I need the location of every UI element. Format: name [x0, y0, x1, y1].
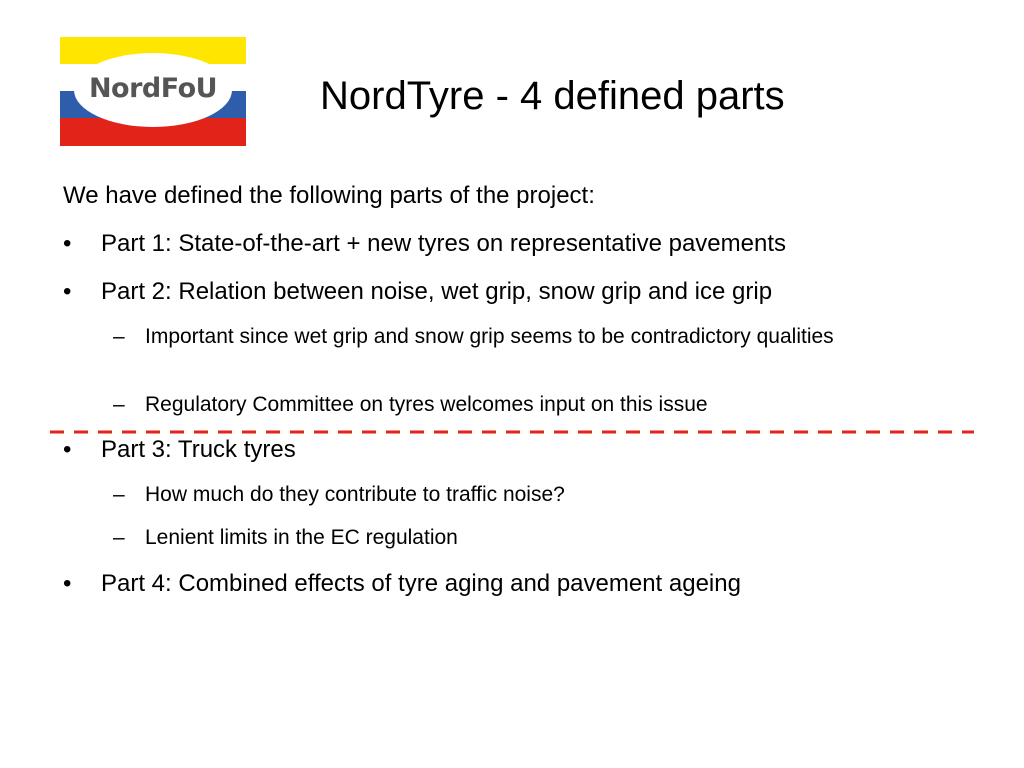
- dash-icon: –: [113, 325, 125, 348]
- dash-icon: –: [113, 526, 125, 549]
- nordfou-logo: [60, 37, 246, 146]
- bullet-item-label: Part 1: State-of-the-art + new tyres on representative pavements: [101, 230, 787, 257]
- bullet-icon: •: [63, 570, 72, 597]
- slide-title: NordTyre - 4 defined parts: [320, 74, 785, 118]
- dash-icon: –: [113, 483, 125, 506]
- bullet-icon: •: [63, 436, 72, 463]
- bullet-item-label: Part 4: Combined effects of tyre aging and pavement ageing: [101, 570, 741, 597]
- bullet-icon: •: [63, 230, 72, 257]
- sub-item-label: How much do they contribute to traffic noise?: [145, 483, 565, 506]
- bullet-icon: •: [63, 278, 72, 305]
- sub-item-label: Regulatory Committee on tyres welcomes input on this issue: [145, 393, 708, 416]
- sub-item-label: Lenient limits in the EC regulation: [145, 526, 458, 549]
- sub-item-label: Important since wet grip and snow grip seems to be contradictory qualities: [145, 325, 834, 348]
- logo-text: NordFoU: [88, 73, 218, 104]
- intro-text: We have defined the following parts of the project:: [63, 182, 595, 209]
- dash-icon: –: [113, 393, 125, 416]
- bullet-item-label: Part 2: Relation between noise, wet grip, snow grip and ice grip: [101, 278, 773, 305]
- bullet-item-label: Part 3: Truck tyres: [101, 436, 296, 463]
